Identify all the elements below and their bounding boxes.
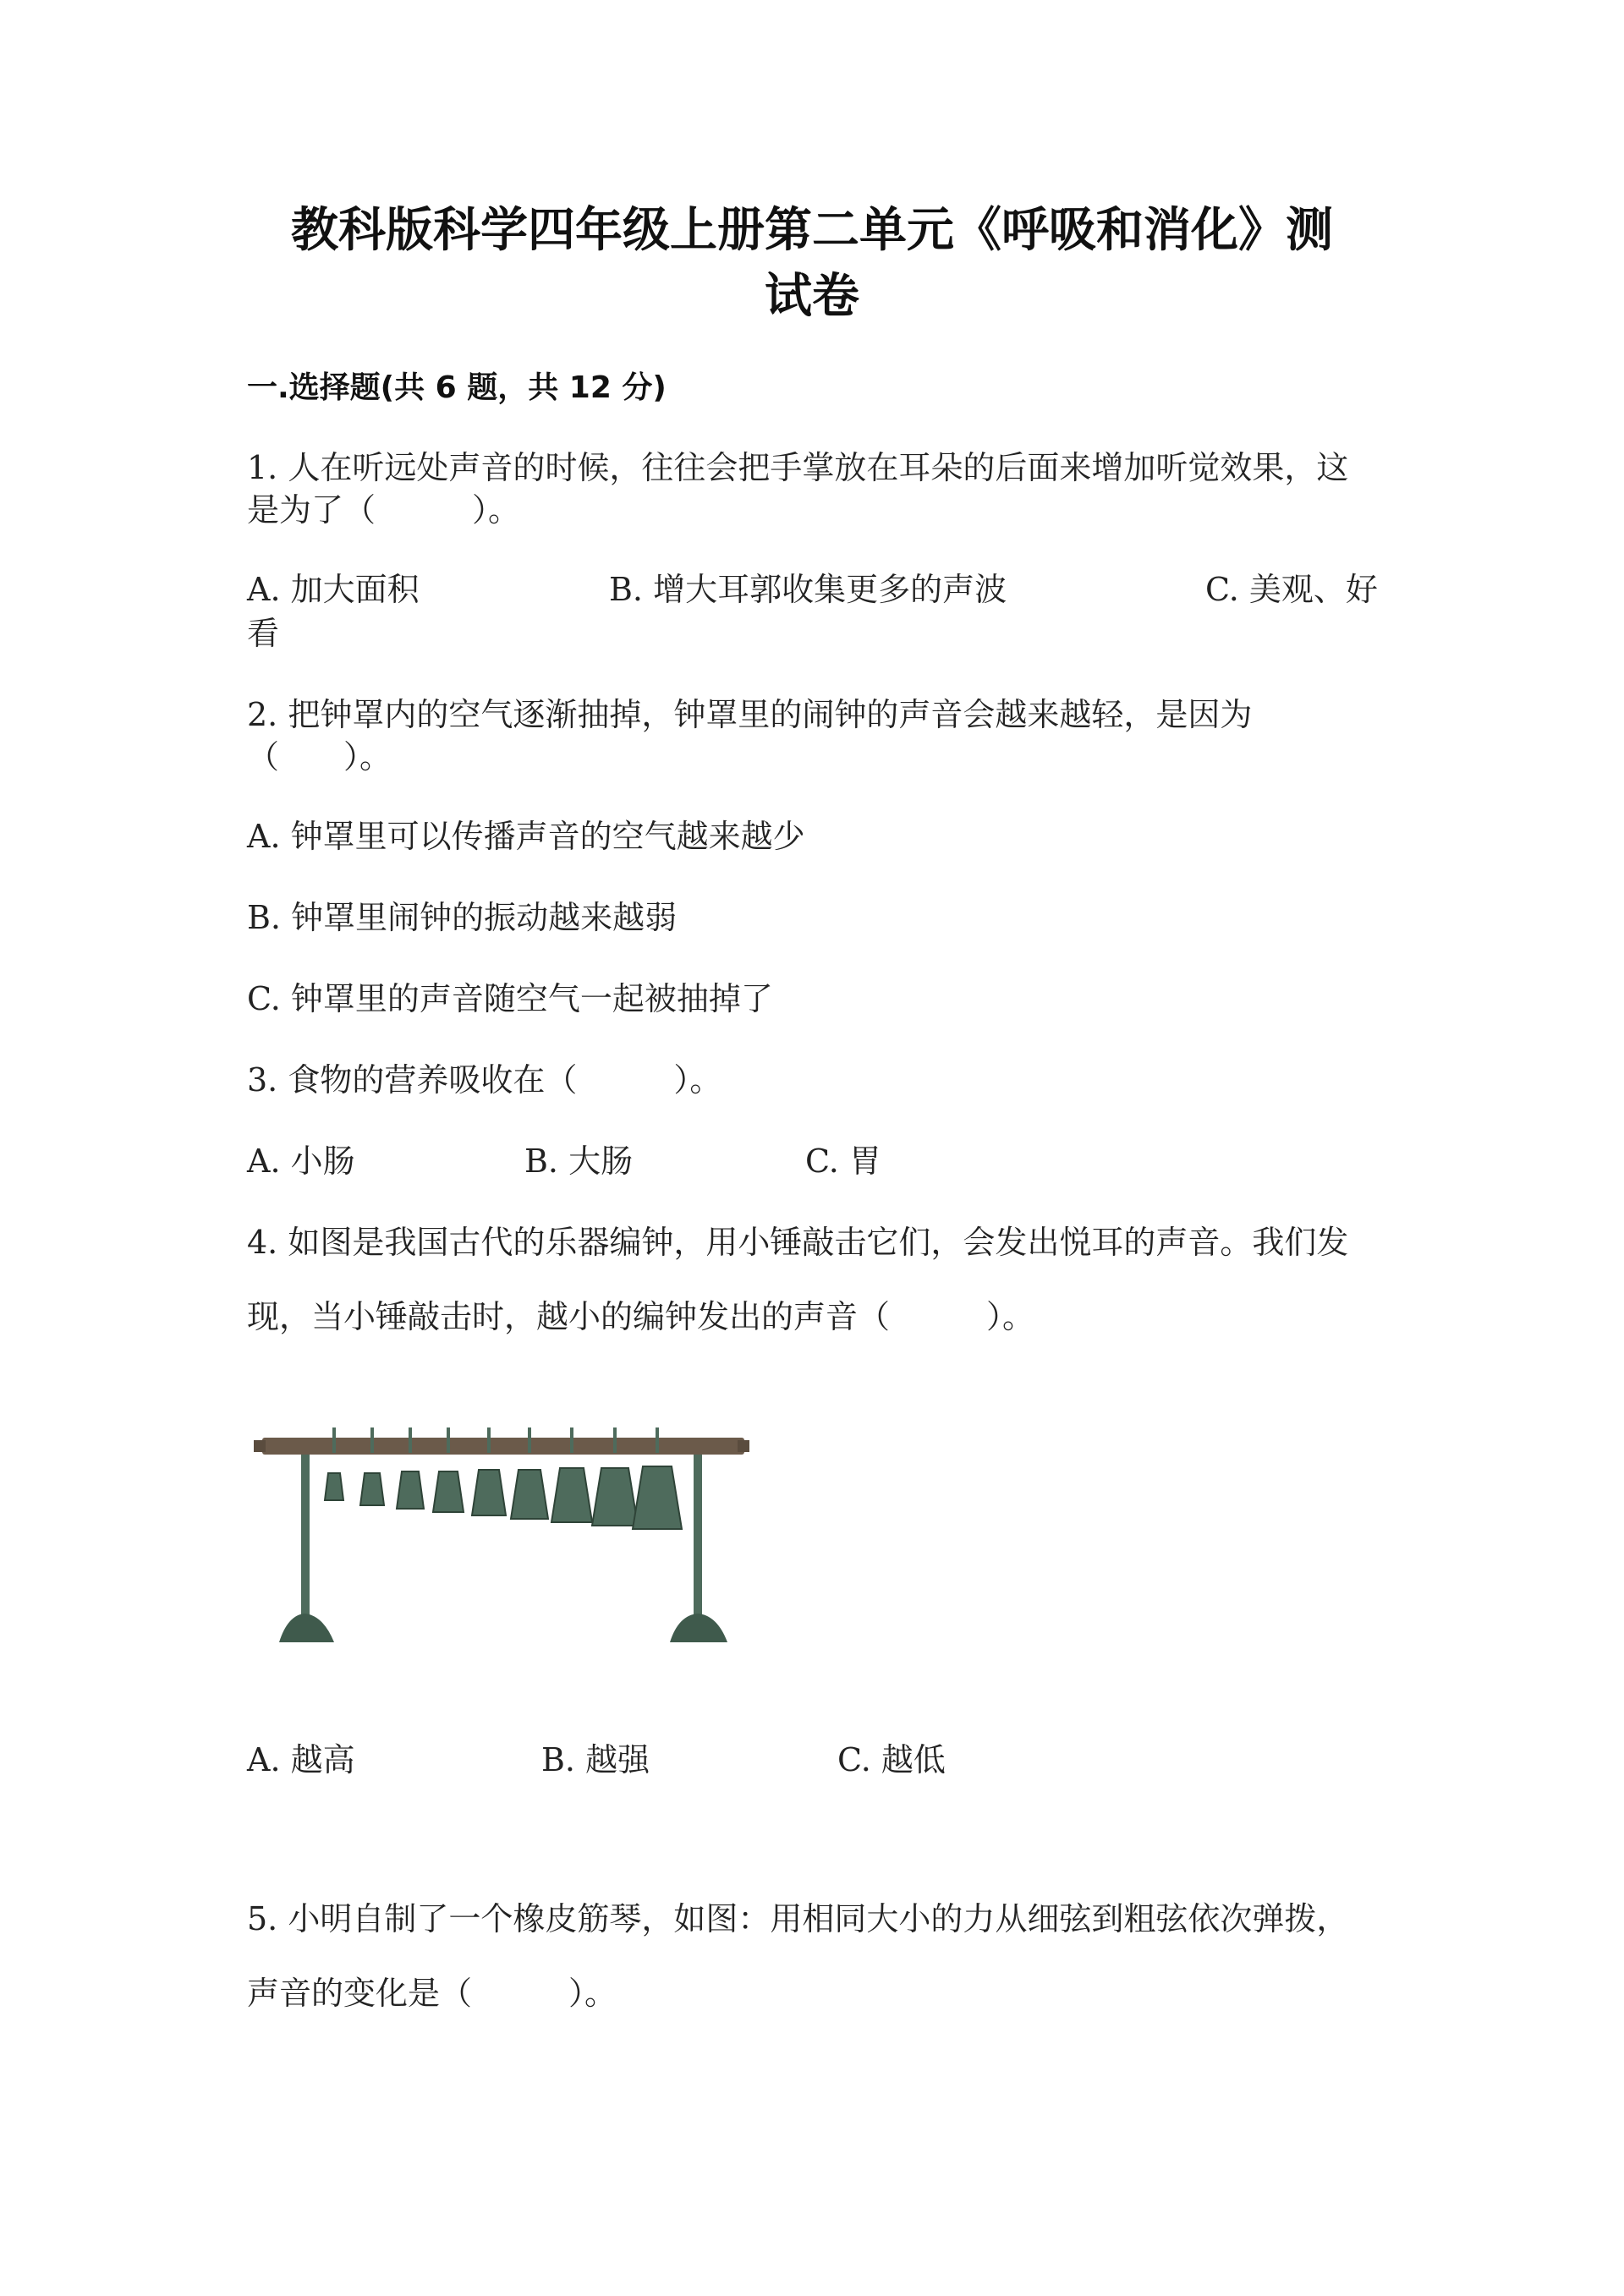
left-post-base [279,1614,334,1642]
bell-4 [433,1471,464,1512]
q1-stem-line2: 是为了（ ）。 [247,491,521,529]
section-heading: 一.选择题(共 6 题，共 12 分) [247,370,667,405]
q3-stem: 3. 食物的营养吸收在（ ）。 [247,1061,722,1099]
bell-6 [511,1470,548,1519]
right-post [694,1455,702,1615]
q2-option-b: B. 钟罩里闹钟的振动越来越弱 [247,899,678,936]
q5-stem-line2: 声音的变化是（ ）。 [247,1975,617,2012]
q3-option-a: A. 小肠 [247,1143,355,1180]
page-title-line2: 试卷 [765,269,859,324]
q2-stem-line2: （ ）。 [247,738,392,775]
bell-5 [472,1470,506,1515]
q3-option-c: C. 胃 [805,1143,881,1180]
bianzhong-bells-image [254,1412,753,1666]
q2-option-c: C. 钟罩里的声音随空气一起被抽掉了 [247,980,773,1017]
beam-end-right [738,1440,749,1452]
beam-end-left [254,1440,266,1452]
q1-stem-line1: 1. 人在听远处声音的时候，往往会把手掌放在耳朵的后面来增加听觉效果，这 [247,449,1349,486]
q4-option-c: C. 越低 [837,1741,946,1778]
q1-option-a: A. 加大面积 [247,571,420,608]
left-post [301,1455,310,1615]
q2-stem-line1: 2. 把钟罩内的空气逐渐抽掉，钟罩里的闹钟的声音会越来越轻，是因为 [247,696,1253,733]
bell-2 [360,1473,384,1505]
bell-9 [633,1466,682,1529]
bell-1 [325,1473,343,1500]
right-post-base [670,1614,727,1642]
bell-3 [397,1471,424,1509]
q1-option-b: B. 增大耳郭收集更多的声波 [609,571,1007,608]
q4-stem-line2: 现，当小锤敲击时，越小的编钟发出的声音（ ）。 [247,1298,1035,1335]
q5-stem-line1: 5. 小明自制了一个橡皮筋琴，如图：用相同大小的力从细弦到粗弦依次弹拨， [247,1900,1349,1937]
q4-option-b: B. 越强 [541,1741,650,1778]
bell-7 [551,1468,592,1522]
q3-option-b: B. 大肠 [524,1143,634,1180]
q4-stem-line1: 4. 如图是我国古代的乐器编钟，用小锤敲击它们，会发出悦耳的声音。我们发 [247,1224,1349,1261]
page-title-line1: 教科版科学四年级上册第二单元《呼吸和消化》测 [291,203,1333,258]
q1-option-c: C. 美观、好 [1205,571,1378,608]
bell-8 [592,1468,638,1526]
q1-option-c-cont: 看 [247,615,280,652]
q4-option-a: A. 越高 [247,1741,355,1778]
q2-option-a: A. 钟罩里可以传播声音的空气越来越少 [247,818,805,855]
